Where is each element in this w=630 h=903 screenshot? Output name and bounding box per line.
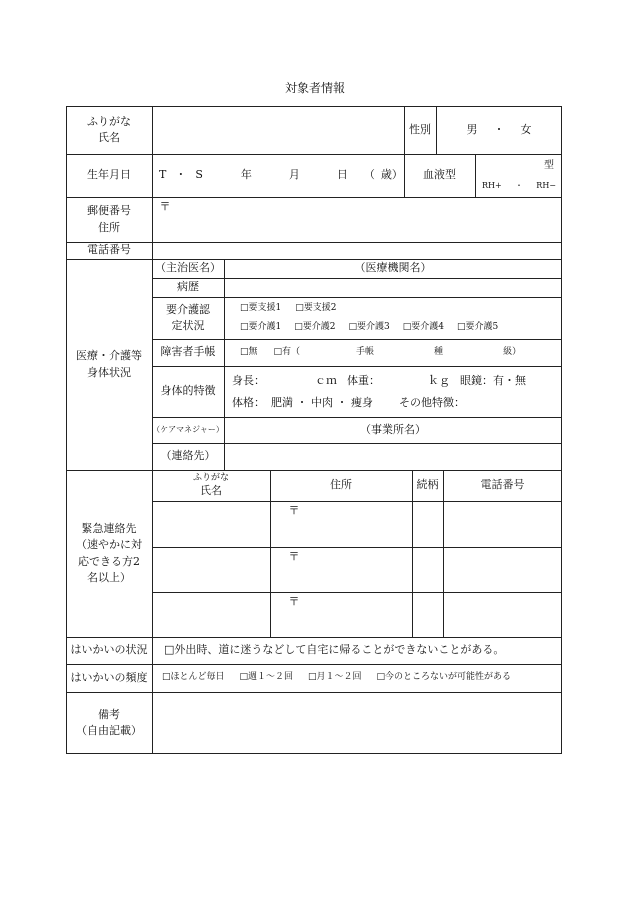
age-open: （: [363, 168, 375, 182]
emergency-address-header: 住所: [330, 478, 352, 492]
disability-none-checkbox[interactable]: □無: [240, 346, 258, 357]
remarks-input[interactable]: [152, 692, 562, 754]
kg-unit: ｋｇ: [428, 373, 450, 387]
weight-label: 体重：: [347, 373, 380, 387]
gender-female[interactable]: 女: [520, 122, 532, 136]
remarks-label: 備考: [98, 707, 120, 721]
doctor-label: （主治医名）: [155, 261, 221, 275]
remarks-sub-label: （自由記載）: [76, 724, 142, 737]
height-label: 身長：: [232, 373, 265, 387]
age-unit: 歳）: [380, 168, 403, 182]
emergency-name-header-text: 氏名: [200, 484, 222, 498]
history-input[interactable]: [224, 278, 562, 297]
contact-label: （連絡先）: [160, 449, 216, 463]
care-options[interactable]: [240, 320, 560, 336]
phone-label: 電話番号: [87, 243, 131, 257]
physical-line2: [232, 395, 560, 411]
support1-checkbox[interactable]: □要支援1: [240, 303, 282, 314]
care-label: 要介護認定状況: [166, 303, 210, 332]
care5-checkbox[interactable]: □要介護5: [456, 322, 499, 333]
support2-checkbox[interactable]: □要支援2: [295, 303, 337, 314]
emergency-phone-header: 電話番号: [480, 478, 525, 492]
name-label: 氏名: [98, 131, 120, 144]
history-label: 病歴: [177, 280, 199, 294]
medical-section-label: 医療・介護等身体状況: [76, 349, 142, 379]
col-divider: [475, 154, 476, 197]
wandering-status-checkbox[interactable]: □外出時、道に迷うなどして自宅に帰ることができないことがある。: [164, 643, 505, 657]
birth-label: 生年月日: [87, 168, 131, 182]
care1-checkbox[interactable]: □要介護1: [240, 322, 282, 333]
wandering-frequency-options[interactable]: [162, 664, 560, 692]
disability-notebook: 手帳: [356, 346, 375, 357]
postal-mark: 〒: [159, 199, 171, 213]
row-divider: [152, 547, 562, 548]
build-options[interactable]: 肥満 ・ 中肉 ・ 痩身: [271, 395, 373, 409]
other-features-label: その他特徴：: [399, 395, 465, 409]
furigana-label: ふりがな: [87, 114, 131, 128]
blood-type-unit: 型: [544, 159, 554, 171]
disability-type: 種: [434, 346, 444, 357]
birth-input[interactable]: [152, 154, 404, 197]
disability-label: 障害者手帳: [160, 345, 216, 359]
era-separator: ・: [175, 168, 187, 182]
office-label: （事業所名）: [360, 422, 426, 436]
emergency-name-header: [152, 470, 270, 501]
disability-yes-checkbox[interactable]: □有（: [273, 346, 301, 357]
gender-label: 性別: [409, 122, 431, 136]
blood-label: 血液型: [423, 168, 456, 182]
gender-options[interactable]: [436, 106, 562, 154]
emergency-furigana-header: ふりがな: [192, 473, 229, 483]
care3-checkbox[interactable]: □要介護3: [348, 322, 390, 333]
emergency-relation-header: 続柄: [416, 478, 439, 492]
disability-grade: 級）: [503, 346, 522, 357]
emergency-postal-mark: 〒: [288, 503, 300, 517]
emergency-postal-mark: 〒: [288, 549, 300, 563]
row-divider: [152, 501, 562, 502]
postal-address-label: [66, 197, 152, 242]
care2-checkbox[interactable]: □要介護2: [294, 322, 336, 333]
care4-checkbox[interactable]: □要介護4: [402, 322, 444, 333]
year-unit: 年: [240, 168, 252, 182]
build-label: 体格：: [232, 395, 265, 409]
gender-male[interactable]: 男: [466, 122, 478, 136]
remarks-label-cell: [66, 692, 152, 754]
rh-plus[interactable]: RH+: [482, 181, 502, 190]
physical-label: 身体的特徴: [160, 384, 216, 398]
rh-options[interactable]: [478, 178, 560, 194]
disability-options[interactable]: [240, 339, 560, 366]
emergency-postal-mark: 〒: [288, 594, 300, 608]
era-s[interactable]: S: [195, 168, 203, 182]
month-unit: 月: [288, 168, 300, 182]
physical-line1: [232, 373, 560, 389]
glasses-label[interactable]: 眼鏡：有・無: [460, 373, 526, 387]
rh-separator: ・: [515, 181, 523, 190]
rh-minus[interactable]: RH−: [536, 181, 556, 190]
support-options[interactable]: [240, 301, 540, 317]
address-label: 住所: [98, 220, 120, 234]
era-t[interactable]: T: [159, 168, 167, 182]
name-input[interactable]: [152, 106, 404, 154]
phone-input[interactable]: [152, 242, 562, 259]
gender-separator: ・: [493, 122, 505, 136]
day-unit: 日: [336, 168, 348, 182]
cm-unit: ｃｍ: [315, 373, 337, 387]
wandering-frequency-label: はいかいの頻度: [70, 670, 148, 684]
contact-input[interactable]: [224, 443, 562, 470]
address-input[interactable]: [172, 197, 562, 242]
emergency-section-label: 緊急連絡先（速やかに対応できる方2名以上）: [76, 521, 142, 584]
wandering-status-label: はいかいの状況: [70, 643, 148, 657]
row-divider: [152, 592, 562, 593]
freq-weekly-checkbox[interactable]: □週１～２回: [239, 672, 294, 683]
name-label-cell: [66, 106, 152, 154]
form-title: 対象者情報: [284, 81, 345, 95]
freq-monthly-checkbox[interactable]: □月１～２回: [308, 672, 362, 683]
institution-label: （医療機関名）: [354, 261, 432, 275]
care-manager-label: （ケアマネジャー）: [152, 425, 224, 434]
freq-possible-checkbox[interactable]: □今のところないが可能性がある: [376, 672, 512, 683]
freq-daily-checkbox[interactable]: □ほとんど毎日: [162, 672, 225, 683]
postal-label: 郵便番号: [87, 204, 131, 217]
